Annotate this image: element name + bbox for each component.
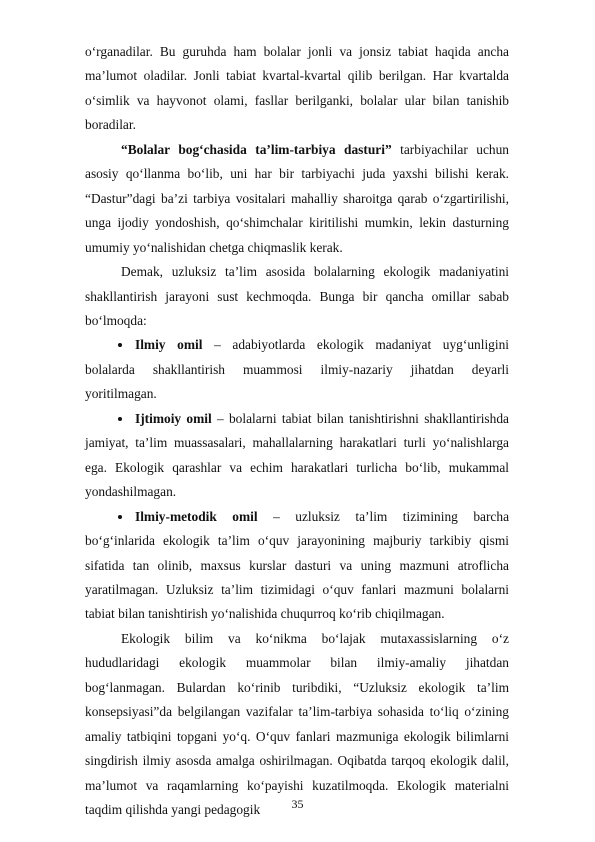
bullet-item	[85, 407, 509, 505]
bullet-item	[85, 505, 509, 627]
bullet-dot-icon	[118, 417, 122, 421]
bullet-text: – bolalarni tabiat bilan tanishtirishni shakllantirishda jamiyat, ta’lim muassasalari, mahallalarning harakatlari turli yo‘nalishlarga ega. Ekologik qarashlar va echim harakatlari turlicha bo‘lib, mukammal yondashilmagan.	[85, 410, 509, 500]
bullet-term: Ilmiy omil	[135, 337, 203, 353]
bullet-item	[85, 333, 509, 406]
bullet-dot-icon	[118, 343, 122, 347]
paragraph-program	[85, 138, 509, 260]
paragraph-conclusion: Ekologik bilim va ko‘nikma bo‘lajak mutaxassislarning o‘z hududlaridagi ekologik muammolar bilan ilmiy-amaliy jihatdan bog‘lanmagan. Bulardan ko‘rinib turibdiki, “Uzluksiz ekologik ta’lim konsepsiyasi”da belgilangan vazifalar ta’lim-tarbiya sohasida to‘liq o‘zining amaliy tatbiqini topgani yo‘q. O‘quv fanlari mazmuniga ekologik bilimlarni singdirish ilmiy asosda amalga oshirilmagan. Oqibatda tarqoq ekologik dalil, ma’lumot va raqamlarning ko‘payishi kuzatilmoqda. Ekologik materialni taqdim qilishda yangi pedagogik	[85, 630, 509, 818]
bullet-text: – uzluksiz ta’lim tizimining barcha bo‘g‘inlarida ekologik ta’lim o‘quv jarayonining majburiy tarkibiy qismi sifatida tan olinib, maxsus kurslar dasturi va uning mazmuni atroflicha yaratilmagan. Uzluksiz ta’lim tizimidagi o‘quv fanlari mazmuni bolalarni tabiat bilan tanishtirish yo‘nalishida chuqurroq ko‘rib chiqilmagan.	[85, 508, 510, 622]
program-title: “Bolalar bog‘chasida ta’lim-tarbiya dasturi”	[121, 141, 392, 157]
program-text: tarbiyachilar uchun asosiy qo‘llanma bo‘lib, uni har bir tarbiyachi juda yaxshi bilishi kerak. “Dastur”dagi ba’zi tarbiya vositalari mahalliy sharoitga qarab o‘zgartirilishi, unga ijodiy yondoshish, qo‘shimchalar kiritilishi mumkin, lekin dasturning umumiy yo‘nalishidan chetga chiqmaslik kerak.	[85, 141, 509, 255]
paragraph-intro: o‘rganadilar. Bu guruhda ham bolalar jonli va jonsiz tabiat haqida ancha ma’lumot oladilar. Jonli tabiat kvartal-kvartal qilib berilgan. Har kvartalda o‘simlik va hayvonot olami, fasllar berilganki, bolalar ular bilan tanishib boradilar.	[85, 44, 509, 133]
bullet-text: – adabiyotlarda ekologik madaniyat uyg‘unligini bolalarda shakllantirish muammosi ilmiy-nazariy jihatdan deyarli yoritilmagan.	[85, 337, 510, 402]
page-number: 35	[291, 797, 304, 811]
bullet-term: Ijtimoiy omil	[135, 410, 212, 426]
bullet-term: Ilmiy-metodik omil	[135, 508, 258, 524]
bullet-dot-icon	[118, 515, 122, 519]
paragraph-summary: Demak, uzluksiz ta’lim asosida bolalarning ekologik madaniyatini shakllantirish jarayoni sust kechmoqda. Bunga bir qancha omillar sabab bo‘lmoqda:	[85, 264, 509, 328]
document-page	[85, 40, 509, 823]
